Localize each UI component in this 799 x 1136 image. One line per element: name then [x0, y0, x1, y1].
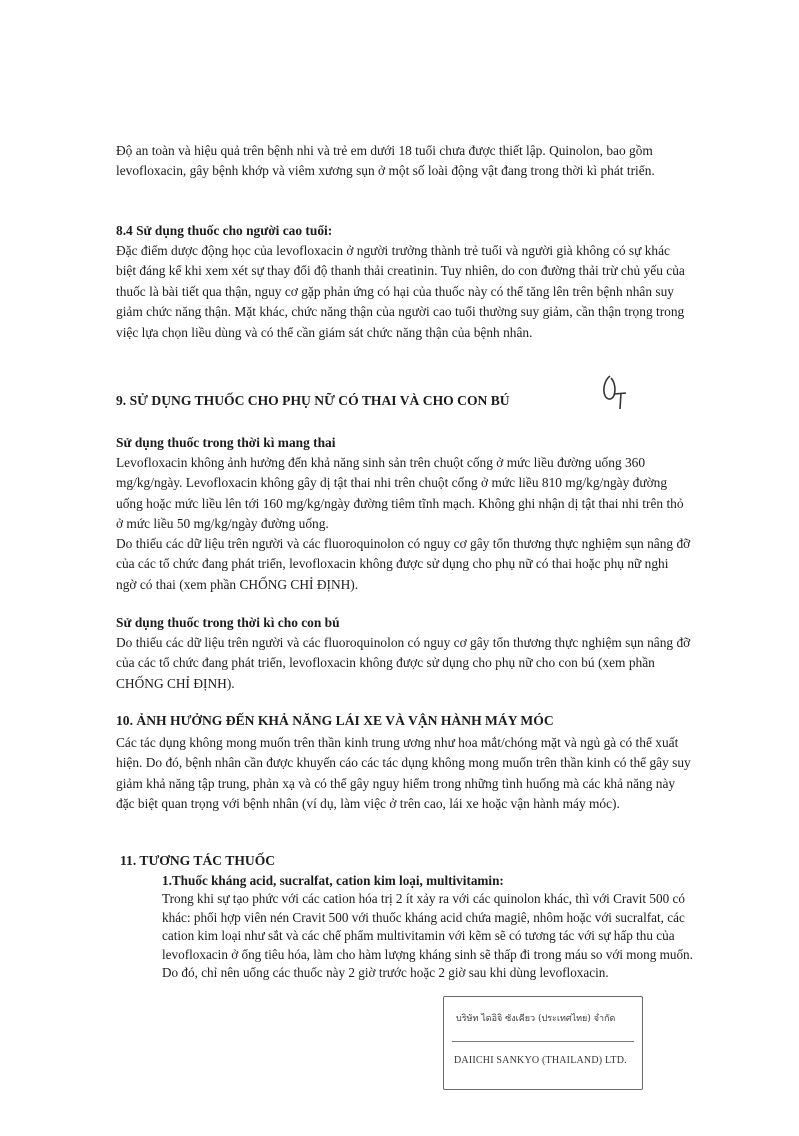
company-stamp	[443, 996, 643, 1090]
section-10-heading: 10. ẢNH HƯỞNG ĐẾN KHẢ NĂNG LÁI XE VÀ VẬN HÀNH MÁY MÓC	[116, 713, 554, 728]
pregnancy-paragraph-2: Do thiếu các dữ liệu trên người và các fluoroquinolon có nguy cơ gây tổn thương thực nghiệm sụn nâng đỡ của các tổ chức đang phát triển, levofloxacin không được sử dụng cho phụ nữ có thai hoặc phụ nữ nghi ngờ có thai (xem phần CHỐNG CHỈ ĐỊNH).	[116, 536, 691, 592]
section-8-4-heading: 8.4 Sử dụng thuốc cho người cao tuổi:	[116, 223, 333, 238]
section-9-heading: 9. SỬ DỤNG THUỐC CHO PHỤ NỮ CÓ THAI VÀ CHO CON BÚ	[116, 393, 510, 408]
lactation-paragraph: Do thiếu các dữ liệu trên người và các fluoroquinolon có nguy cơ gây tổn thương thực nghiệm sụn nâng đỡ của các tổ chức đang phát triển, levofloxacin không được sử dụng cho phụ nữ cho con bú (xem phần CHỐNG CHỈ ĐỊNH).	[116, 635, 691, 691]
stamp-english-text: DAIICHI SANKYO (THAILAND) LTD.	[454, 1055, 627, 1066]
pregnancy-paragraph-1: Levofloxacin không ảnh hưởng đến khả năng sinh sản trên chuột cống ở mức liều đường uống 360 mg/kg/ngày. Levofloxacin không gây dị tật thai nhi trên chuột cống ở mức liều 810 mg/kg/ngày đường uống hoặc mức liều lên tới 160 mg/kg/ngày đường tiêm tĩnh mạch. Không ghi nhận dị tật thai nhi trên thỏ ở mức liều 50 mg/kg/ngày đường uống.	[116, 455, 684, 532]
section-11-paragraph: Trong khi sự tạo phức với các cation hóa trị 2 ít xảy ra với các quinolon khác, thì với Cravit 500 có khác: phối hợp viên nén Cravit 500 với thuốc kháng acid chứa magiê, nhôm hoặc với sucralfat, các cation kim loại như sắt và các chế phẩm multivitamin với kẽm sẽ có tương tác với sự hấp thu của levofloxacin ở ống tiêu hóa, làm cho hàm lượng kháng sinh sẽ thấp đi trong máu so với mong muốn. Do đó, chỉ nên uống các thuốc này 2 giờ trước hoặc 2 giờ sau khi dùng levofloxacin.	[162, 891, 693, 981]
stamp-divider	[452, 1041, 634, 1042]
section-8-4-paragraph: Đặc điểm dược động học của levofloxacin ở người trưởng thành trẻ tuổi và người già không có sự khác biệt đáng kể khi xem xét sự thay đổi độ thanh thải creatinin. Tuy nhiên, do con đường thải trừ chủ yếu của thuốc là bài tiết qua thận, nguy cơ gặp phản ứng có hại của thuốc này có thể tăng lên trên bệnh nhân suy giảm chức năng thận. Mặt khác, chức năng thận của người cao tuổi thường suy giảm, cần thận trọng trong việc lựa chọn liều dùng và có thể cần giám sát chức năng thận của bệnh nhân.	[116, 243, 685, 340]
section-11-subheading: 1.Thuốc kháng acid, sucralfat, cation kim loại, multivitamin:	[162, 873, 504, 888]
handwritten-initial	[600, 372, 628, 412]
lactation-heading: Sử dụng thuốc trong thời kì cho con bú	[116, 615, 340, 630]
section-11-heading: 11. TƯƠNG TÁC THUỐC	[120, 853, 276, 868]
stamp-thai-text: บริษัท ไดอิจิ ซังเคียว (ประเทศไทย) จำกัด	[456, 1014, 616, 1024]
intro-paragraph: Độ an toàn và hiệu quả trên bệnh nhi và trẻ em dưới 18 tuổi chưa được thiết lập. Quinolon, bao gồm levofloxacin, gây bệnh khớp và viêm xương sụn ở một số loài động vật đang trong thời kì phát triển.	[116, 143, 655, 179]
pregnancy-heading: Sử dụng thuốc trong thời kì mang thai	[116, 435, 336, 450]
section-10-paragraph: Các tác dụng không mong muốn trên thần kinh trung ương như hoa mắt/chóng mặt và ngủ gà có thể xuất hiện. Do đó, bệnh nhân cần được khuyến cáo các tác dụng không mong muốn trên thần kinh có thể gây suy giảm khả năng tập trung, phản xạ và có thể gây nguy hiểm trong những tình huống mà các khả năng này đặc biệt quan trọng với bệnh nhân (ví dụ, làm việc ở trên cao, lái xe hoặc vận hành máy móc).	[116, 735, 691, 812]
